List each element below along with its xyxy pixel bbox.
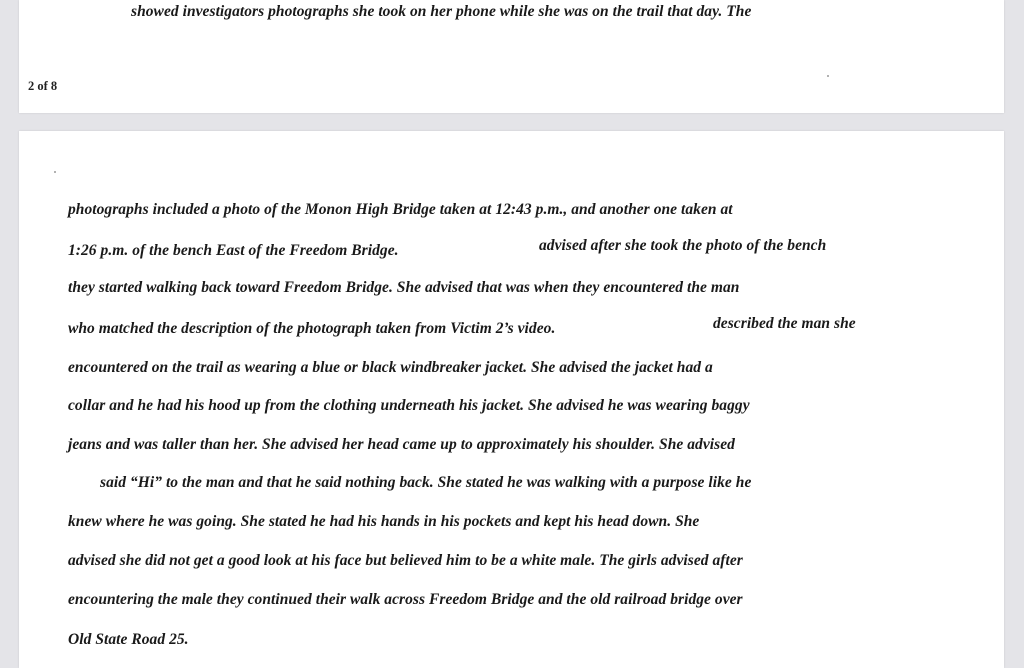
text-line: knew where he was going. She stated he had his hands in his pockets and kept his head down. She: [68, 513, 700, 530]
text-line: encountering the male they continued their walk across Freedom Bridge and the old railroad bridge over: [68, 591, 743, 608]
page-number: 2 of 8: [28, 79, 58, 93]
scan-speck: [54, 171, 56, 173]
text-line: collar and he had his hood up from the clothing underneath his jacket. She advised he was wearing baggy: [68, 397, 750, 414]
document-page-bottom: [19, 131, 1004, 668]
document-page-top: [19, 0, 1004, 113]
text-line: described the man she: [713, 315, 856, 332]
text-line: Old State Road 25.: [68, 631, 189, 648]
text-line: showed investigators photographs she took on her phone while she was on the trail that day. The: [131, 3, 752, 20]
text-line: photographs included a photo of the Monon High Bridge taken at 12:43 p.m., and another one taken at: [68, 201, 733, 218]
text-line: said “Hi” to the man and that he said nothing back. She stated he was walking with a purpose like he: [100, 474, 752, 491]
text-line: advised after she took the photo of the bench: [539, 237, 827, 254]
text-line: encountered on the trail as wearing a blue or black windbreaker jacket. She advised the jacket had a: [68, 359, 713, 376]
text-line: 1:26 p.m. of the bench East of the Freedom Bridge.: [68, 242, 399, 259]
text-line: advised she did not get a good look at his face but believed him to be a white male. The girls advised after: [68, 552, 743, 569]
text-line: jeans and was taller than her. She advised her head came up to approximately his shoulder. She advised: [68, 436, 735, 453]
scan-speck: [827, 75, 829, 77]
text-line: they started walking back toward Freedom Bridge. She advised that was when they encountered the man: [68, 279, 740, 296]
text-line: who matched the description of the photograph taken from Victim 2’s video.: [68, 320, 556, 337]
